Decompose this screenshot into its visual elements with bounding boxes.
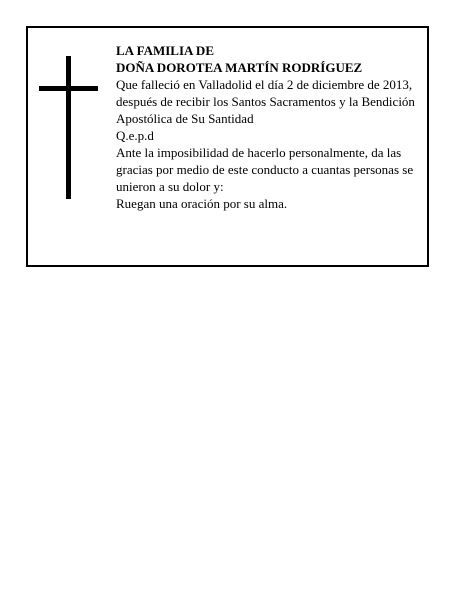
heading-deceased-name: DOÑA DOROTEA MARTÍN RODRÍGUEZ (116, 60, 363, 75)
prayer-request: Ruegan una oración por su alma. (116, 196, 288, 211)
notice-text (116, 42, 421, 212)
death-statement: Que falleció en Valladolid el día 2 de diciembre de 2013, después de recibir los Santos Sacramentos y la Bendición Apostólica de Su Santidad (116, 77, 415, 126)
thanks-paragraph: Ante la imposibilidad de hacerlo personalmente, da las gracias por medio de este conducto a cuantas personas se unieron a su dolor y: (116, 145, 414, 194)
heading-family: LA FAMILIA DE (116, 43, 214, 58)
obituary-notice (26, 26, 429, 267)
cross-vertical-bar (66, 56, 71, 199)
cross-horizontal-bar (39, 86, 98, 91)
qepd-line: Q.e.p.d (116, 128, 154, 143)
